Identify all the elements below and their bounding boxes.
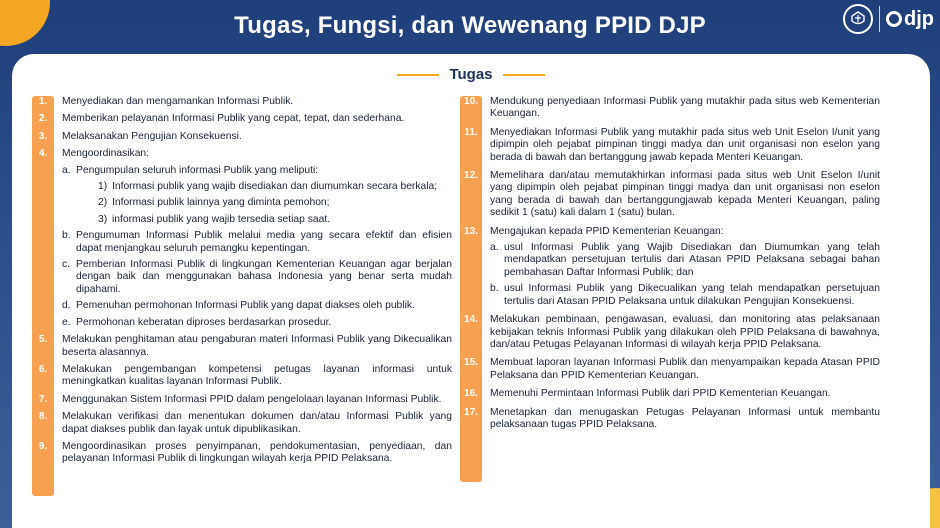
right-column <box>460 96 880 437</box>
item-number: 7. <box>38 393 48 405</box>
section-heading-text: Tugas <box>449 66 493 83</box>
list-item <box>32 334 452 359</box>
list-item <box>32 394 452 406</box>
list-item <box>32 131 452 143</box>
list-item <box>460 226 880 308</box>
sub-sub-item <box>84 181 452 193</box>
item-number: 11. <box>464 126 478 138</box>
left-column <box>32 96 452 471</box>
sub-sub-item-label: 2) <box>98 197 108 209</box>
list-item <box>460 96 880 121</box>
item-text: Melakukan verifikasi dan menentukan dokumen dan/atau Informasi Publik yang dapat diakses publik dan layak untuk dipublikasikan. <box>62 411 452 435</box>
item-text: Melakukan pembinaan, pengawasan, evaluasi, dan monitoring atas pelaksanaan kebijakan teknis Informasi Publik yang dilakukan oleh PPID Pelaksana di bawahnya, dan/atau Petugas Pelayanan Informasi di wilayah kerja PPID Pelaksana. <box>490 314 880 350</box>
list-item <box>460 407 880 432</box>
item-text: Mengoordinasikan: <box>62 148 150 160</box>
item-number: 13. <box>464 225 478 237</box>
list-item <box>32 96 452 108</box>
item-text: Melaksanakan Pengujian Konsekuensi. <box>62 130 242 142</box>
sub-item-text: Permohonan keberatan diproses berdasarkan prosedur. <box>76 316 332 328</box>
item-number: 17. <box>464 406 478 418</box>
item-number: 9. <box>38 440 48 452</box>
list-item <box>460 170 880 220</box>
sub-item-label: b. <box>62 230 71 242</box>
kemenkeu-emblem-icon <box>843 4 873 34</box>
item-number: 8. <box>38 411 48 423</box>
sub-item-label: b. <box>490 283 499 295</box>
sub-sub-item-label: 1) <box>98 181 108 193</box>
section-heading <box>12 66 930 83</box>
item-text: Mengajukan kepada PPID Kementerian Keuangan: <box>490 225 724 237</box>
item-number: 1. <box>38 96 48 107</box>
list-item <box>32 364 452 389</box>
item-text: Menyediakan Informasi Publik yang mutakhir pada situs web Unit Eselon I/unit yang dipimpin oleh pejabat pimpinan tinggi madya dan unit organisasi non eselon yang berada di bawah dan bertanggung jawab kepada Menteri Keuangan. <box>490 126 880 163</box>
item-number: 6. <box>38 363 48 375</box>
sub-sub-item-text: Informasi publik lainnya yang diminta pemohon; <box>112 197 330 209</box>
list-item <box>32 113 452 125</box>
item-number: 16. <box>464 388 478 400</box>
sub-item-text: usul Informasi Publik yang Dikecualikan yang telah mendapatkan persetujuan tertulis dari Atasan PPID Pelaksana untuk dilakukan Pengujian Konsekuensi. <box>504 283 880 307</box>
sub-item <box>62 165 452 227</box>
sub-item-text: Pemenuhan permohonan Informasi Publik yang dapat diakses oleh publik. <box>76 300 415 312</box>
sub-item-label: a. <box>490 242 499 254</box>
sub-item <box>62 317 452 329</box>
page-title: Tugas, Fungsi, dan Wewenang PPID DJP <box>234 12 706 39</box>
sub-item-label: a. <box>62 164 71 176</box>
sub-item <box>62 259 452 296</box>
sub-item-text: usul Informasi Publik yang Wajib Disediakan dan Diumumkan yang telah mendapatkan persetujuan tertulis dari Atasan PPID Pelaksana sebagai bahan pembahasan Daftar Informasi Publik; dan <box>504 242 880 278</box>
logo-divider <box>879 6 880 32</box>
item-text: Membuat laporan layanan Informasi Publik dan menyampaikan kepada Atasan PPID Pelaksana dan PPID Kementerian Keuangan. <box>490 357 880 381</box>
heading-line-right <box>503 74 545 76</box>
djp-ring-icon <box>886 11 902 27</box>
item-text: Mendukung penyediaan Informasi Publik yang mutakhir pada situs web Kementerian Keuangan. <box>490 96 880 120</box>
item-number: 3. <box>38 130 48 142</box>
item-text: Menyediakan dan mengamankan Informasi Publik. <box>62 96 294 107</box>
djp-logo-text: djp <box>904 7 934 30</box>
sub-item-text: Pengumpulan seluruh informasi Publik yang meliputi: <box>76 164 319 176</box>
list-item <box>460 127 880 164</box>
sub-item-label: d. <box>62 300 71 312</box>
item-text: Menggunakan Sistem Informasi PPID dalam pengelolaan layanan Informasi Publik. <box>62 393 442 405</box>
sub-sub-item-text: informasi publik yang wajib tersedia setiap saat. <box>112 213 331 225</box>
list-item <box>32 148 452 329</box>
sub-item-label: e. <box>62 316 71 328</box>
item-number: 10. <box>464 96 478 107</box>
item-text: Mengoordinasikan proses penyimpanan, pendokumentasian, penyediaan, dan pelayanan Informasi Publik di lingkungan wilayah kerja PPID Pelaksana. <box>62 440 452 465</box>
item-number: 12. <box>464 170 478 182</box>
djp-logo <box>886 8 934 31</box>
sub-item <box>62 300 452 312</box>
heading-line-left <box>397 74 439 76</box>
sub-item <box>490 283 880 308</box>
item-text: Melakukan pengembangan kompetensi petugas layanan informasi untuk meningkatkan kualitas layanan Informasi Publik. <box>62 363 452 388</box>
sub-item <box>490 242 880 279</box>
list-item <box>460 357 880 382</box>
sub-item-text: Pemberian Informasi Publik di lingkungan Kementerian Keuangan agar berjalan dengan baik dan menggunakan bahasa Indonesia yang benar serta mudah dipahami. <box>76 259 452 295</box>
sub-item-label: c. <box>62 259 71 271</box>
sub-sub-item <box>84 214 452 226</box>
list-item <box>32 411 452 436</box>
item-number: 5. <box>38 334 48 346</box>
item-text: Melakukan penghitaman atau pengaburan materi Informasi Publik yang Dikecualikan beserta alasannya. <box>62 334 452 358</box>
item-text: Memberikan pelayanan Informasi Publik yang cepat, tepat, dan sederhana. <box>62 113 405 125</box>
item-number: 4. <box>38 148 48 160</box>
sub-sub-item <box>84 197 452 209</box>
item-text: Menetapkan dan menugaskan Petugas Pelayanan Informasi untuk membantu pelaksanaan tugas PPID Pelaksana. <box>490 406 880 430</box>
list-item <box>460 314 880 351</box>
sub-sub-item-text: Informasi publik yang wajib disediakan dan diumumkan secara berkala; <box>112 181 438 193</box>
item-number: 2. <box>38 113 48 125</box>
logo-group <box>843 4 934 34</box>
item-number: 14. <box>464 314 478 326</box>
list-item <box>32 441 452 466</box>
sub-item <box>62 230 452 255</box>
sub-sub-item-label: 3) <box>98 213 108 225</box>
sub-item-text: Pengumuman Informasi Publik melalui media yang secara efektif dan efisien dapat menjangkau seluruh pemangku kepentingan. <box>76 230 452 254</box>
item-text: Memenuhi Permintaan Informasi Publik dari PPID Kementerian Keuangan. <box>490 388 831 400</box>
list-item <box>460 388 880 400</box>
item-number: 15. <box>464 357 478 369</box>
content-card <box>12 54 930 528</box>
item-text: Memelihara dan/atau memutakhirkan informasi pada situs web Unit Eselon I/unit yang dipimpin oleh pejabat pimpinan tinggi madya dan unit organisasi non eselon yang berada di bawah dan bertanggungjawab kepada Menteri Keuangan, paling sedikit 1 (satu) kali dalam 1 (satu) bulan. <box>490 170 880 219</box>
